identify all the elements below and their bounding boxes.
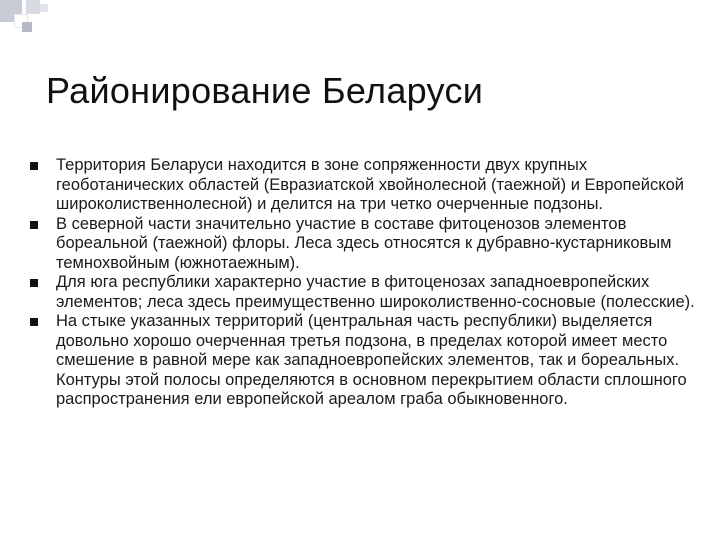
decor-square bbox=[22, 22, 32, 32]
bullet-item bbox=[26, 312, 706, 410]
bullet-text: На стыке указанных территорий (центральная часть республики) выделяется довольно хорошо очерченная третья подзона, в пределах которой имеет место смешение в равной мере как западноевропейских элементов, так и бореальных. Контуры этой полосы определяются в основном перекрытием области сплошного распространения ели европейской ареалом граба обыкновенного. bbox=[56, 312, 687, 408]
bullet-item bbox=[26, 215, 706, 274]
bullet-square-icon bbox=[30, 279, 38, 287]
slide-title: Районирование Беларуси bbox=[46, 70, 484, 111]
bullet-text: Территория Беларуси находится в зоне сопряженности двух крупных геоботанических областей (Евразиатской хвойнолесной (таежной) и Европейской широколиственнолесной) и делится на три четко очерченные подзоны. bbox=[56, 156, 685, 213]
bullet-square-icon bbox=[30, 162, 38, 170]
bullet-square-icon bbox=[30, 318, 38, 326]
bullet-text: В северной части значительно участие в составе фитоценозов элементов бореальной (таежной) флоры. Леса здесь относятся к дубравно-кустарниковым темнохвойным (южнотаежным). bbox=[56, 214, 672, 272]
bullet-item bbox=[26, 273, 706, 312]
bullet-list bbox=[26, 156, 706, 410]
bullet-item bbox=[26, 156, 706, 215]
bullet-square-icon bbox=[30, 221, 38, 229]
corner-decoration bbox=[0, 0, 60, 40]
bullet-text: Для юга республики характерно участие в фитоценозах западноевропейских элементов; леса здесь преимущественно широколиственно-сосновые (полесские). bbox=[56, 273, 695, 311]
decor-square bbox=[40, 4, 48, 12]
decor-square bbox=[26, 0, 40, 14]
